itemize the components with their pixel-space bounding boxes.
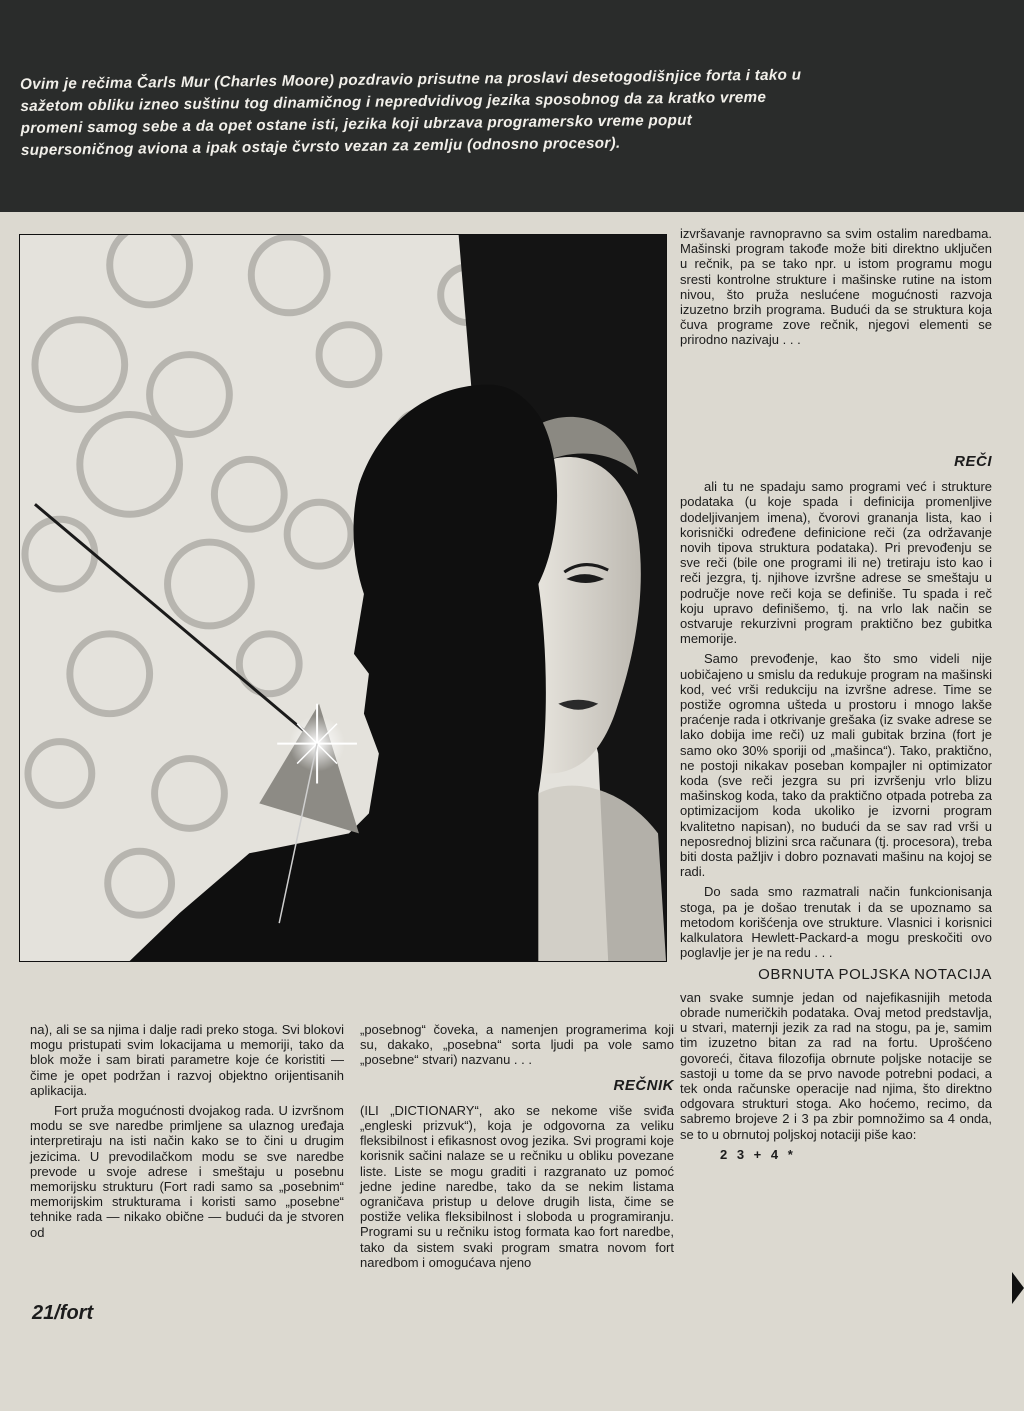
- paragraph: Do sada smo razmatrali način funkcionisanja stoga, pa je došao trenutak i da se upoznamo sa metodom korišćenja ove strukture. Vlasnici i korisnici kalkulatora Hewlett-Packard-a mogu preskočiti ovo poglavlje jer je na redu . . .: [680, 884, 992, 961]
- section-heading-reci: REČI: [954, 453, 992, 470]
- paragraph: Samo prevođenje, kao što smo videli nije uobičajeno u smislu da redukuje program na mašinski kod, već vrši redukciju na izvršne adrese. Time se postiže ogromna ušteda u prostoru i mnogo lakše praćenje rada i otkrivanje grešaka (iz svake adrese se lako dobija ime reči) uz mali gubitak brzina (fort je samo oko 30% sporiji od „mašinca“). Tako, praktično, ne postoji nikakav poseban kompajler ni optimizator koda (sve reči jezgra su pri izvršenju vrlo blizu mašinskog koda, tako da praktično otpada potreba za optimizacijom koda ukoliko je izvorni program kvalitetno napisan), no budući da se sav rad vrši u neposrednoj blizini srca računara (tj. procesora), treba biti dosta pažljiv i dobro poznavati mašinu na kojoj se radi.: [680, 651, 992, 880]
- paragraph: (ILI „DICTIONARY“, ako se nekome više sviđa „engleski prizvuk“), koja je odgovorna za veliku fleksibilnost i efikasnost ovog jezika. Svi programi koje korisnik sačini nalaze se u rečniku u obliku povezane liste. Liste se mogu graditi i razgranato uz pomoć jedne jedine naredbe, tako da se nekim listama ograničava pristup u delove drugih lista, čime se postiže velika fleksibilnost i sloboda u programiranju. Programi su u rečniku istog formata kao fort naredbe, tako da sistem svaki program smatra novom fort naredbom i omogućava njeno: [360, 1102, 674, 1270]
- page-folio: 21/fort: [32, 1302, 94, 1324]
- intro-text: Ovim je rečima Čarls Mur (Charles Moore) pozdravio prisutne na proslavi desetogodišnjice forta i tako u sažetom obliku izneo suštinu tog dinamičnog i nepredvidivog jezika sposobnog da za kratko vreme promeni samog sebe a da opet ostane isti, jezika koji ubrzava programersko vreme poput supersoničnog aviona a ipak ostaje čvrsto vezan za zemlju (odnosno procesor).: [20, 66, 802, 159]
- section-heading-notacija: OBRNUTA POLJSKA NOTACIJA: [758, 965, 992, 983]
- right-column-top: [680, 226, 992, 353]
- section-heading-recnik: REČNIK: [613, 1076, 674, 1094]
- left-column: [30, 1022, 344, 1245]
- paragraph: „posebnog“ čoveka, a namenjen programerima koji su, dakako, „posebna“ sorta ljudi pa vole samo „posebne“ stvari) nazvanu . . .: [360, 1022, 674, 1068]
- continue-arrow-icon: [1012, 1272, 1024, 1304]
- intro-band: [0, 0, 1024, 212]
- article-illustration: [19, 234, 667, 962]
- paragraph: Fort pruža mogućnosti dvojakog rada. U izvršnom modu se sve naredbe primljene sa ulaznog uređaja interpretiraju na isti način kako se to čini u drugim jezicima. U prevodilačkom modu se sve naredbe prevode u svoje adrese i smeštaju u posebnu memorijsku strukturu (Fort radi samo sa „posebnim“ memorijskim strukturama i koristi samo „posebne“ tehnike rada — nikako obične — budući da je stvoren od: [30, 1103, 344, 1240]
- paragraph: ali tu ne spadaju samo programi već i strukture podataka (u koje spada i definicija promenljive dodeljivanjem imena), čvorovi grananja lista, kao i korisnički određene definicione reči (za održavanje novih tipova struktura podataka). Pri prevođenju se sve reči (bile one programi ili ne) tretiraju isto kao i reči jezgra, tj. njihove izvršne adrese se smeštaju u područje nove reči koja se definiše. Tu spada i reč koju upravo definišemo, tj. na vrlo lak način se ostvaruje rekurzivni program praktično bez gubitka memorije.: [680, 479, 992, 647]
- right-column-bottom: [680, 444, 992, 1162]
- rpn-formula: 2 3 + 4 *: [720, 1146, 796, 1162]
- illustration-graphic: [20, 235, 666, 961]
- paragraph: van svake sumnje jedan od najefikasnijih metoda obrade numeričkih podataka. Ovaj metod predstavlja, u stvari, maternji jezik za rad na stogu, pa je, samim tim izuzetno bitan za rad na fortu. Uprošćeno govoreći, čitava filozofija obrnute poljske notacije se sastoji u tome da se prvo navode potrebni podaci, a tek onda računske operacije nad njima, što direktno odgovara strukturi stoga. Ako hoćemo, recimo, da sabremo brojeve 2 i 3 pa zbir pomnožimo sa 4 onda, se to u obrnutoj poljskoj notaciji piše kao:: [680, 989, 992, 1142]
- paragraph: na), ali se sa njima i dalje radi preko stoga. Svi blokovi mogu pristupati svim lokacijama u memoriji, tako da blok može i sam birati parametre koje će koristiti — čime je opet podržan i razvoj objektno orijentisanih aplikacija.: [30, 1022, 344, 1098]
- paragraph: izvršavanje ravnopravno sa svim ostalim naredbama. Mašinski program takođe može biti direktno uključen u rečnik, pa se tako npr. u istom programu mogu sresti kontrolne strukture i mašinske rutine na istom nivou, što pruža neslućene mogućnosti razvoja izuzetno brzih programa. Budući da se struktura koja čuva programe zove rečnik, njegovi elementi se prirodno nazivaju . . .: [680, 226, 992, 348]
- middle-column: [360, 1022, 674, 1275]
